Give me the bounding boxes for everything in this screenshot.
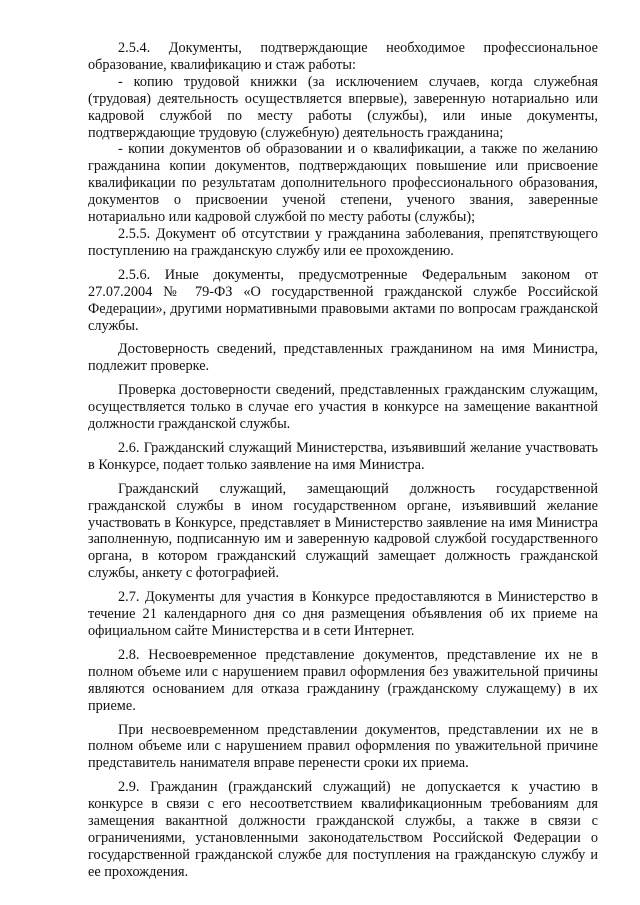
paragraph-2-5-5: 2.5.5. Документ об отсутствии у гражданина заболевания, препятствующего поступлению на гражданскую службу или ее прохождению. <box>88 225 598 259</box>
document-page <box>88 40 598 881</box>
paragraph-2-5-4: 2.5.4. Документы, подтверждающие необходимое профессиональное образование, квалификацию и стаж работы: <box>88 40 598 73</box>
paragraph-verification: Проверка достоверности сведений, представленных гражданским служащим, осуществляется только в случае его участия в конкурсе на замещение вакантной должности гражданской службы. <box>88 382 598 433</box>
paragraph-2-9: 2.9. Гражданин (гражданский служащий) не допускается к участию в конкурсе в связи с его несоответствием квалификационным требованиям для замещения вакантной должности гражданской службы, а также в связи с ограничениями, установленными законодательством Российской Федерации о государственной гражданской службе для поступления на гражданскую службу и ее прохождения. <box>88 779 598 880</box>
paragraph-other-organ: Гражданский служащий, замещающий должность государственной гражданской службы в ином государственном органе, изъявивший желание участвовать в Конкурсе, представляет в Министерство заявление на имя Министра заполненную, подписанную им и заверенную кадровой службой государственного органа, в котором гражданский служащий замещает должность гражданской службы, анкету с фотографией. <box>88 480 598 582</box>
paragraph-employment-record: - копию трудовой книжки (за исключением случаев, когда служебная (трудовая) деятельность осуществляется впервые), заверенную нотариально или кадровой службой по месту работы (службы), или иные документы, подтверждающие трудовую (служебную) деятельность гражданина; <box>88 73 598 141</box>
paragraph-2-8: 2.8. Несвоевременное представление документов, представление их не в полном объеме или с нарушением правил оформления без уважительной причины являются основанием для отказа гражданину (гражданскому служащему) в их приеме. <box>88 646 598 714</box>
paragraph-late-submission: При несвоевременном представлении документов, представлении их не в полном объеме или с нарушением правил оформления по уважительной причине представитель нанимателя вправе перенести сроки их приема. <box>88 721 598 772</box>
paragraph-reliability: Достоверность сведений, представленных гражданином на имя Министра, подлежит проверке. <box>88 341 598 375</box>
paragraph-education-documents: - копии документов об образовании и о квалификации, а также по желанию гражданина копии документов, подтверждающих повышение или присвоение квалификации по результатам дополнительного профессионального образования, документов о присвоении ученой степени, ученого звания, заверенные нотариально или кадровой службой по месту работы (службы); <box>88 141 598 226</box>
paragraph-2-5-6: 2.5.6. Иные документы, предусмотренные Федеральным законом от 27.07.2004 № 79-ФЗ «О государственной гражданской службе Российской Федерации», другими нормативными правовыми актами по вопросам гражданской службы. <box>88 266 598 334</box>
paragraph-2-7: 2.7. Документы для участия в Конкурсе предоставляются в Министерство в течение 21 календарного дня со дня размещения объявления об их приеме на официальном сайте Министерства и в сети Интернет. <box>88 589 598 639</box>
paragraph-2-6: 2.6. Гражданский служащий Министерства, изъявивший желание участвовать в Конкурсе, подает только заявление на имя Министра. <box>88 439 598 473</box>
